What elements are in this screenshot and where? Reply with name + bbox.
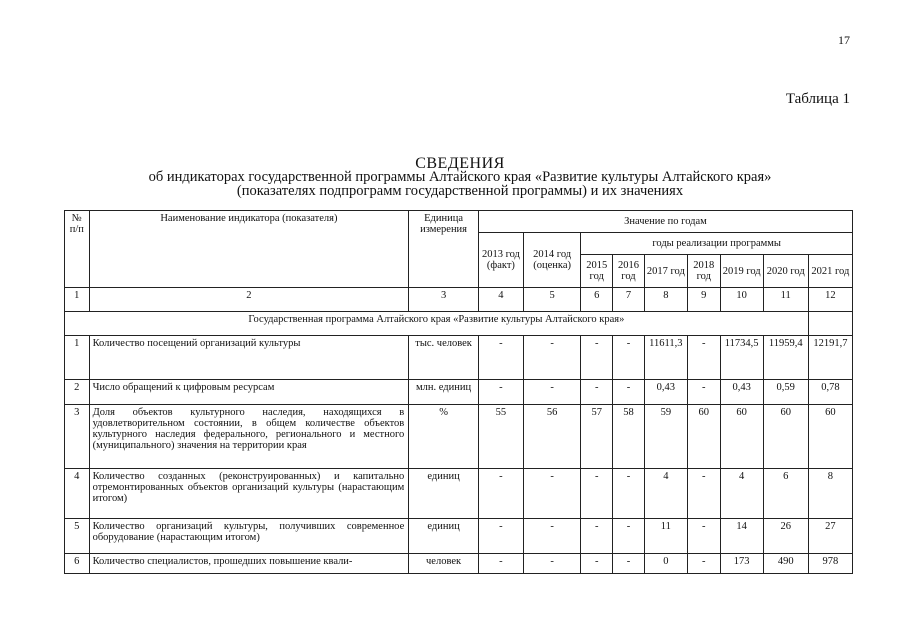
indicator-value: 0,43: [720, 380, 763, 405]
header-year: 2015 год: [581, 255, 613, 288]
indicator-value: -: [613, 336, 645, 380]
indicator-value: 173: [720, 554, 763, 574]
header-year: 2021 год: [808, 255, 852, 288]
header-unit: Единица измерения: [409, 211, 479, 288]
row-num: 6: [65, 554, 90, 574]
row-num: 4: [65, 469, 90, 519]
indicator-unit: единиц: [409, 469, 479, 519]
header-year: 2016 год: [613, 255, 645, 288]
col-number: 12: [808, 288, 852, 312]
indicator-value: 26: [763, 519, 808, 554]
document-title: СВЕДЕНИЯ: [415, 155, 505, 172]
indicator-value: 12191,7: [808, 336, 852, 380]
indicator-value: -: [523, 336, 580, 380]
table-row: [65, 469, 853, 519]
indicator-value: -: [581, 554, 613, 574]
col-number: 6: [581, 288, 613, 312]
indicator-name: Доля объектов культурного наследия, находящихся в удовлетворительном состоянии, в общем количестве объектов культурного наследия федерального, регионального и местного (муниципального) значения на территории края: [89, 405, 409, 469]
indicator-name: Число обращений к цифровым ресурсам: [89, 380, 409, 405]
col-number: 1: [65, 288, 90, 312]
indicator-unit: %: [409, 405, 479, 469]
row-num: 5: [65, 519, 90, 554]
table-row: [65, 336, 853, 380]
indicator-value: -: [478, 554, 523, 574]
col-number: 5: [523, 288, 580, 312]
indicator-value: -: [523, 519, 580, 554]
indicator-value: 11: [644, 519, 687, 554]
indicator-value: 60: [687, 405, 720, 469]
indicator-name: Количество посещений организаций культуры: [89, 336, 409, 380]
table-body: [65, 336, 853, 574]
indicator-value: 60: [808, 405, 852, 469]
col-number: 7: [613, 288, 645, 312]
col-number: 9: [687, 288, 720, 312]
header-name: Наименование индикатора (показателя): [89, 211, 409, 288]
header-2013: 2013 год (факт): [478, 233, 523, 288]
indicator-value: 0,43: [644, 380, 687, 405]
document-subtitle-2: (показателях подпрограмм государственной программы) и их значениях: [236, 183, 684, 199]
indicator-value: 0,78: [808, 380, 852, 405]
program-title: Государственная программа Алтайского края «Развитие культуры Алтайского края»: [65, 312, 809, 336]
row-num: 2: [65, 380, 90, 405]
indicator-value: -: [581, 469, 613, 519]
indicator-value: -: [613, 380, 645, 405]
indicator-name: Количество специалистов, прошедших повышение квали-: [89, 554, 409, 574]
table-row: [65, 519, 853, 554]
indicator-value: 4: [644, 469, 687, 519]
col-number: 10: [720, 288, 763, 312]
indicator-value: 27: [808, 519, 852, 554]
indicator-value: 57: [581, 405, 613, 469]
indicator-value: 55: [478, 405, 523, 469]
indicator-value: -: [687, 469, 720, 519]
col-number: 2: [89, 288, 409, 312]
indicator-value: -: [687, 519, 720, 554]
indicator-value: -: [581, 336, 613, 380]
indicator-value: -: [581, 380, 613, 405]
indicator-value: 11734,5: [720, 336, 763, 380]
indicator-value: -: [687, 380, 720, 405]
row-num: 1: [65, 336, 90, 380]
indicator-unit: человек: [409, 554, 479, 574]
indicator-name: Количество организаций культуры, получивших современное оборудование (нарастающим итогом): [89, 519, 409, 554]
indicator-unit: тыс. человек: [409, 336, 479, 380]
table-label: Таблица 1: [785, 91, 850, 107]
indicator-value: 978: [808, 554, 852, 574]
indicator-value: -: [687, 554, 720, 574]
indicator-value: -: [523, 554, 580, 574]
indicator-value: 6: [763, 469, 808, 519]
program-title-empty: [808, 312, 852, 336]
indicator-name: Количество созданных (реконструированных) и капитально отремонтированных объектов организаций культуры (нарастающим итогом): [89, 469, 409, 519]
header-year: 2019 год: [720, 255, 763, 288]
table-row: [65, 554, 853, 574]
indicator-value: -: [523, 469, 580, 519]
indicator-value: 60: [763, 405, 808, 469]
indicator-value: 0: [644, 554, 687, 574]
indicator-value: 4: [720, 469, 763, 519]
indicator-value: -: [478, 519, 523, 554]
table-row: [65, 380, 853, 405]
header-values-by-year: Значение по годам: [478, 211, 852, 233]
indicator-value: 0,59: [763, 380, 808, 405]
indicator-value: -: [613, 554, 645, 574]
indicator-value: 8: [808, 469, 852, 519]
page-number: 17: [838, 33, 850, 47]
col-number: 4: [478, 288, 523, 312]
indicators-table: [64, 210, 853, 574]
indicator-value: -: [478, 469, 523, 519]
indicator-value: 58: [613, 405, 645, 469]
indicator-value: -: [478, 380, 523, 405]
table-row: [65, 405, 853, 469]
indicator-unit: млн. единиц: [409, 380, 479, 405]
header-year: 2020 год: [763, 255, 808, 288]
header-year: 2018 год: [687, 255, 720, 288]
indicator-value: -: [613, 519, 645, 554]
indicator-value: 56: [523, 405, 580, 469]
header-2014: 2014 год (оценка): [523, 233, 580, 288]
row-num: 3: [65, 405, 90, 469]
indicator-value: -: [687, 336, 720, 380]
header-year: 2017 год: [644, 255, 687, 288]
indicator-value: 59: [644, 405, 687, 469]
indicator-value: -: [523, 380, 580, 405]
header-impl-years: годы реализации программы: [581, 233, 853, 255]
indicator-value: 60: [720, 405, 763, 469]
indicator-value: -: [581, 519, 613, 554]
indicator-value: -: [613, 469, 645, 519]
indicator-value: 11611,3: [644, 336, 687, 380]
indicator-unit: единиц: [409, 519, 479, 554]
indicator-value: 11959,4: [763, 336, 808, 380]
indicator-value: -: [478, 336, 523, 380]
indicator-value: 490: [763, 554, 808, 574]
document-subtitle: об индикаторах государственной программы Алтайского края «Развитие культуры Алтайского края»: [148, 169, 772, 185]
header-num: № п/п: [65, 211, 90, 288]
col-number: 11: [763, 288, 808, 312]
col-number: 8: [644, 288, 687, 312]
indicator-value: 14: [720, 519, 763, 554]
col-number: 3: [409, 288, 479, 312]
